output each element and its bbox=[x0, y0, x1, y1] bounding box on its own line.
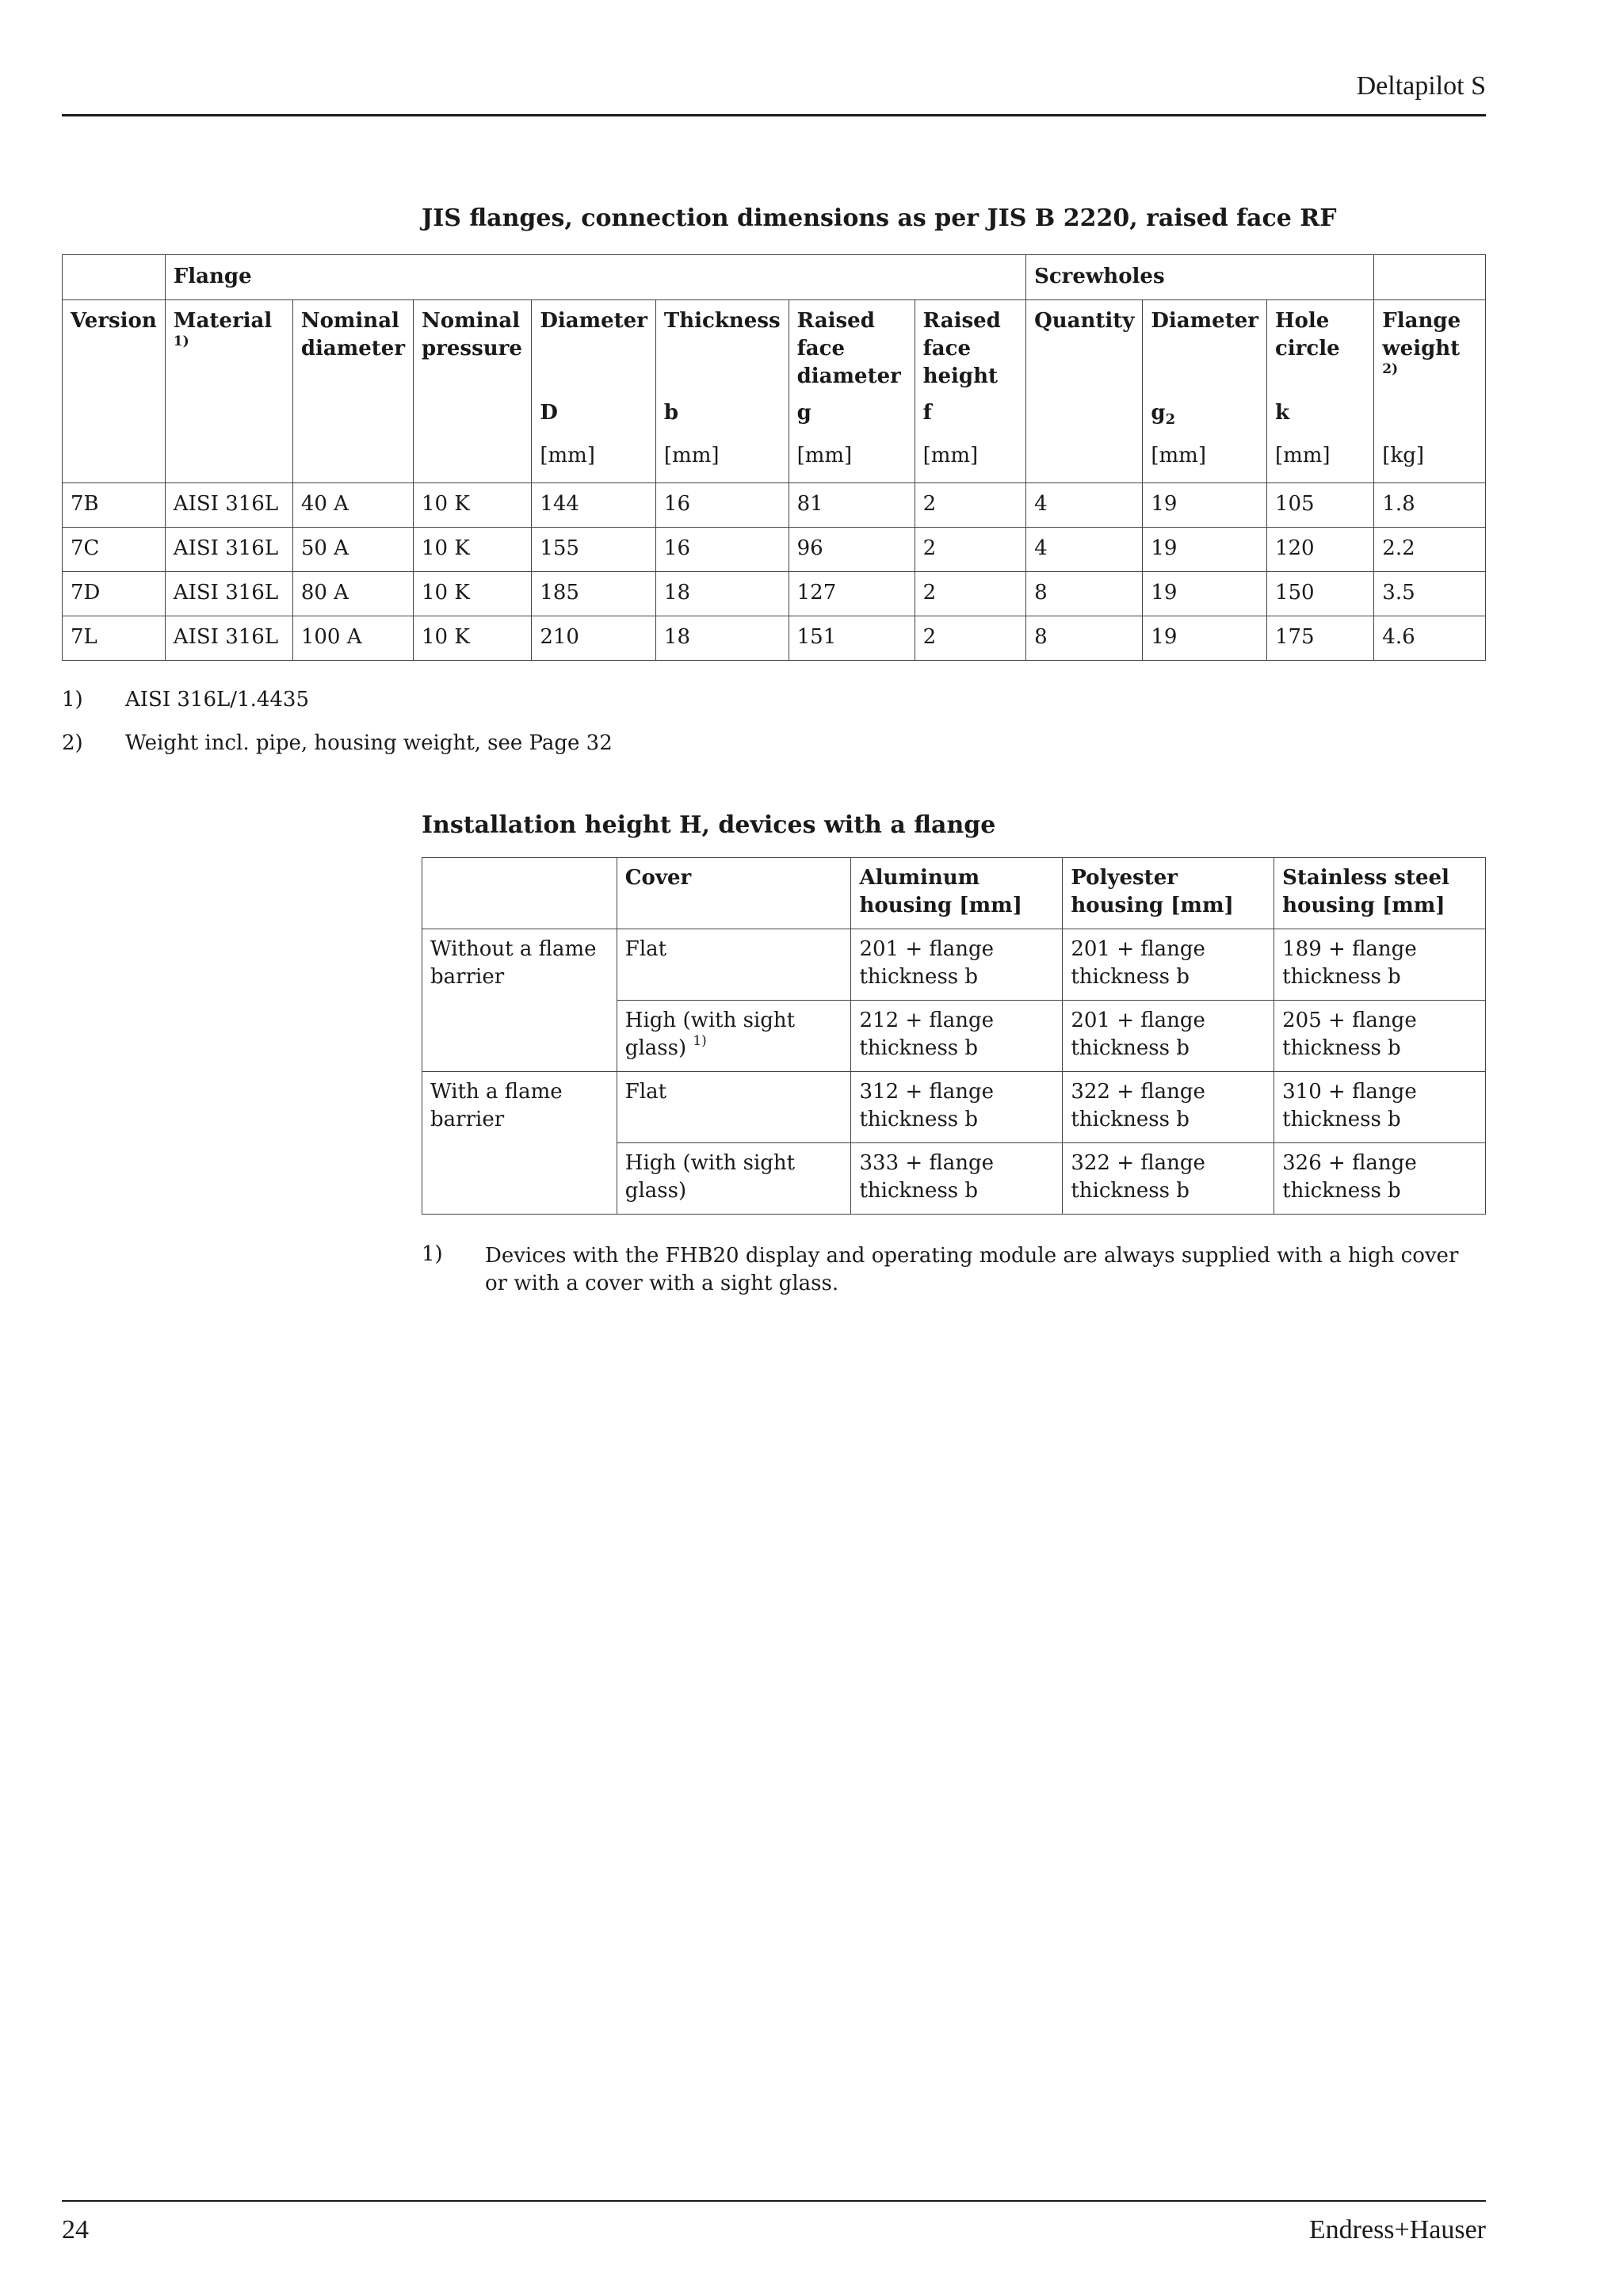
table-cell: 19 bbox=[1143, 616, 1267, 661]
document-title: Deltapilot S bbox=[1356, 71, 1486, 101]
table-cell: 2.2 bbox=[1374, 528, 1486, 572]
symbol-raised-face-diameter: g bbox=[789, 399, 915, 442]
page-number: 24 bbox=[62, 2215, 89, 2245]
table-cell: 19 bbox=[1143, 572, 1267, 616]
symbol-screw-diameter: $g_2$ bbox=[1143, 399, 1267, 442]
symbol-thickness: b bbox=[655, 399, 789, 442]
table-row bbox=[63, 528, 1486, 572]
cover-cell: Flat bbox=[617, 929, 851, 1001]
table-cell: 2 bbox=[915, 572, 1025, 616]
table-cell: 19 bbox=[1143, 528, 1267, 572]
symbol-raised-face-height: f bbox=[915, 399, 1025, 442]
table-cell: 10 K bbox=[414, 616, 532, 661]
unit-screw-diameter: [mm] bbox=[1143, 442, 1267, 483]
empty-header-cell bbox=[422, 858, 617, 929]
footer-rule bbox=[62, 2200, 1486, 2202]
table-cell: 1.8 bbox=[1374, 483, 1486, 528]
col-cover: Cover bbox=[617, 858, 851, 929]
table-row bbox=[422, 1072, 1486, 1143]
table-cell: 210 bbox=[532, 616, 656, 661]
header-rule bbox=[62, 114, 1486, 116]
table-cell: 100 A bbox=[292, 616, 413, 661]
col-stainless-housing: Stainless steel housing [mm] bbox=[1274, 858, 1486, 929]
polyester-height-cell: 322 + flange thickness b bbox=[1063, 1143, 1274, 1215]
publisher-name: Endress+Hauser bbox=[1308, 2215, 1486, 2245]
table-row bbox=[63, 572, 1486, 616]
unit-flange-weight: [kg] bbox=[1374, 442, 1486, 483]
col-raised-face-diameter: Raised face diameter bbox=[789, 300, 915, 399]
screwholes-group-header: Screwholes bbox=[1026, 255, 1374, 300]
col-polyester-housing: Polyester housing [mm] bbox=[1063, 858, 1274, 929]
table-cell: AISI 316L bbox=[165, 483, 292, 528]
col-raised-face-height: Raised face height bbox=[915, 300, 1025, 399]
empty-header-cell bbox=[63, 255, 166, 300]
cover-cell: Flat bbox=[617, 1072, 851, 1143]
table-cell: 7L bbox=[63, 616, 166, 661]
table-cell: AISI 316L bbox=[165, 528, 292, 572]
table-cell: 4 bbox=[1026, 528, 1143, 572]
cover-cell: High (with sight glass) $^{1)}$ bbox=[617, 1001, 851, 1072]
stainless-height-cell: 205 + flange thickness b bbox=[1274, 1001, 1486, 1072]
col-thickness: Thickness bbox=[655, 300, 789, 399]
table-cell: 16 bbox=[655, 483, 789, 528]
table-cell: 3.5 bbox=[1374, 572, 1486, 616]
col-diameter: Diameter bbox=[532, 300, 656, 399]
table-cell: 96 bbox=[789, 528, 915, 572]
polyester-height-cell: 322 + flange thickness b bbox=[1063, 1072, 1274, 1143]
table-cell: AISI 316L bbox=[165, 572, 292, 616]
table-cell: 144 bbox=[532, 483, 656, 528]
footnote-ref: 1) bbox=[173, 334, 189, 350]
table-cell: 185 bbox=[532, 572, 656, 616]
cover-cell: High (with sight glass) bbox=[617, 1143, 851, 1215]
symbol-diameter: D bbox=[532, 399, 656, 442]
stainless-height-cell: 310 + flange thickness b bbox=[1274, 1072, 1486, 1143]
table-cell: 175 bbox=[1266, 616, 1373, 661]
table-cell: 7B bbox=[63, 483, 166, 528]
jis-flanges-table-title: JIS flanges, connection dimensions as per JIS B 2220, raised face RF bbox=[422, 204, 1337, 232]
table-cell: 16 bbox=[655, 528, 789, 572]
table-cell: 40 A bbox=[292, 483, 413, 528]
unit-raised-face-diameter: [mm] bbox=[789, 442, 915, 483]
col-quantity: Quantity bbox=[1026, 300, 1143, 399]
table-cell: 81 bbox=[789, 483, 915, 528]
unit-diameter: [mm] bbox=[532, 442, 656, 483]
installation-height-table bbox=[422, 857, 1486, 1215]
table-cell: 150 bbox=[1266, 572, 1373, 616]
unit-thickness: [mm] bbox=[655, 442, 789, 483]
col-nominal-diameter: Nominal diameter bbox=[292, 300, 413, 399]
aluminum-height-cell: 312 + flange thickness b bbox=[851, 1072, 1063, 1143]
table-cell: 4 bbox=[1026, 483, 1143, 528]
jis-flanges-table bbox=[62, 254, 1486, 661]
table-cell: 8 bbox=[1026, 572, 1143, 616]
footnote-ref: 2) bbox=[1382, 361, 1399, 378]
table-cell: 127 bbox=[789, 572, 915, 616]
table-cell: 4.6 bbox=[1374, 616, 1486, 661]
col-screw-diameter: Diameter bbox=[1143, 300, 1267, 399]
table-cell: 18 bbox=[655, 572, 789, 616]
table-cell: 155 bbox=[532, 528, 656, 572]
polyester-height-cell: 201 + flange thickness b bbox=[1063, 929, 1274, 1001]
table-cell: 8 bbox=[1026, 616, 1143, 661]
polyester-height-cell: 201 + flange thickness b bbox=[1063, 1001, 1274, 1072]
col-material: Material $^{1)}$ bbox=[165, 300, 292, 399]
table-cell: 7D bbox=[63, 572, 166, 616]
table-cell: 2 bbox=[915, 616, 1025, 661]
table-cell: AISI 316L bbox=[165, 616, 292, 661]
stainless-height-cell: 189 + flange thickness b bbox=[1274, 929, 1486, 1001]
col-hole-circle: Hole circle bbox=[1266, 300, 1373, 399]
table-cell: 7C bbox=[63, 528, 166, 572]
table-row bbox=[63, 616, 1486, 661]
installation-height-table-title: Installation height H, devices with a flange bbox=[422, 811, 996, 839]
symbol-hole-circle: k bbox=[1266, 399, 1373, 442]
table-cell: 10 K bbox=[414, 528, 532, 572]
table-row bbox=[422, 929, 1486, 1001]
table-cell: 2 bbox=[915, 483, 1025, 528]
table-row bbox=[63, 483, 1486, 528]
col-nominal-pressure: Nominal pressure bbox=[414, 300, 532, 399]
footnote-ref: 1) bbox=[693, 1033, 707, 1050]
col-aluminum-housing: Aluminum housing [mm] bbox=[851, 858, 1063, 929]
table-cell: 151 bbox=[789, 616, 915, 661]
table-cell: 50 A bbox=[292, 528, 413, 572]
table-cell: 10 K bbox=[414, 483, 532, 528]
table-cell: 2 bbox=[915, 528, 1025, 572]
table-cell: 80 A bbox=[292, 572, 413, 616]
table-cell: 10 K bbox=[414, 572, 532, 616]
table-cell: 120 bbox=[1266, 528, 1373, 572]
row-group-label: With a flame barrier bbox=[422, 1072, 617, 1215]
aluminum-height-cell: 212 + flange thickness b bbox=[851, 1001, 1063, 1072]
unit-raised-face-height: [mm] bbox=[915, 442, 1025, 483]
stainless-height-cell: 326 + flange thickness b bbox=[1274, 1143, 1486, 1215]
col-flange-weight: Flange weight $^{2)}$ bbox=[1374, 300, 1486, 399]
unit-hole-circle: [mm] bbox=[1266, 442, 1373, 483]
aluminum-height-cell: 333 + flange thickness b bbox=[851, 1143, 1063, 1215]
table-cell: 19 bbox=[1143, 483, 1267, 528]
aluminum-height-cell: 201 + flange thickness b bbox=[851, 929, 1063, 1001]
flange-group-header: Flange bbox=[165, 255, 1025, 300]
table-cell: 105 bbox=[1266, 483, 1373, 528]
table-cell: 18 bbox=[655, 616, 789, 661]
col-version: Version bbox=[63, 300, 166, 399]
row-group-label: Without a flame barrier bbox=[422, 929, 617, 1072]
empty-header-cell bbox=[1374, 255, 1486, 300]
